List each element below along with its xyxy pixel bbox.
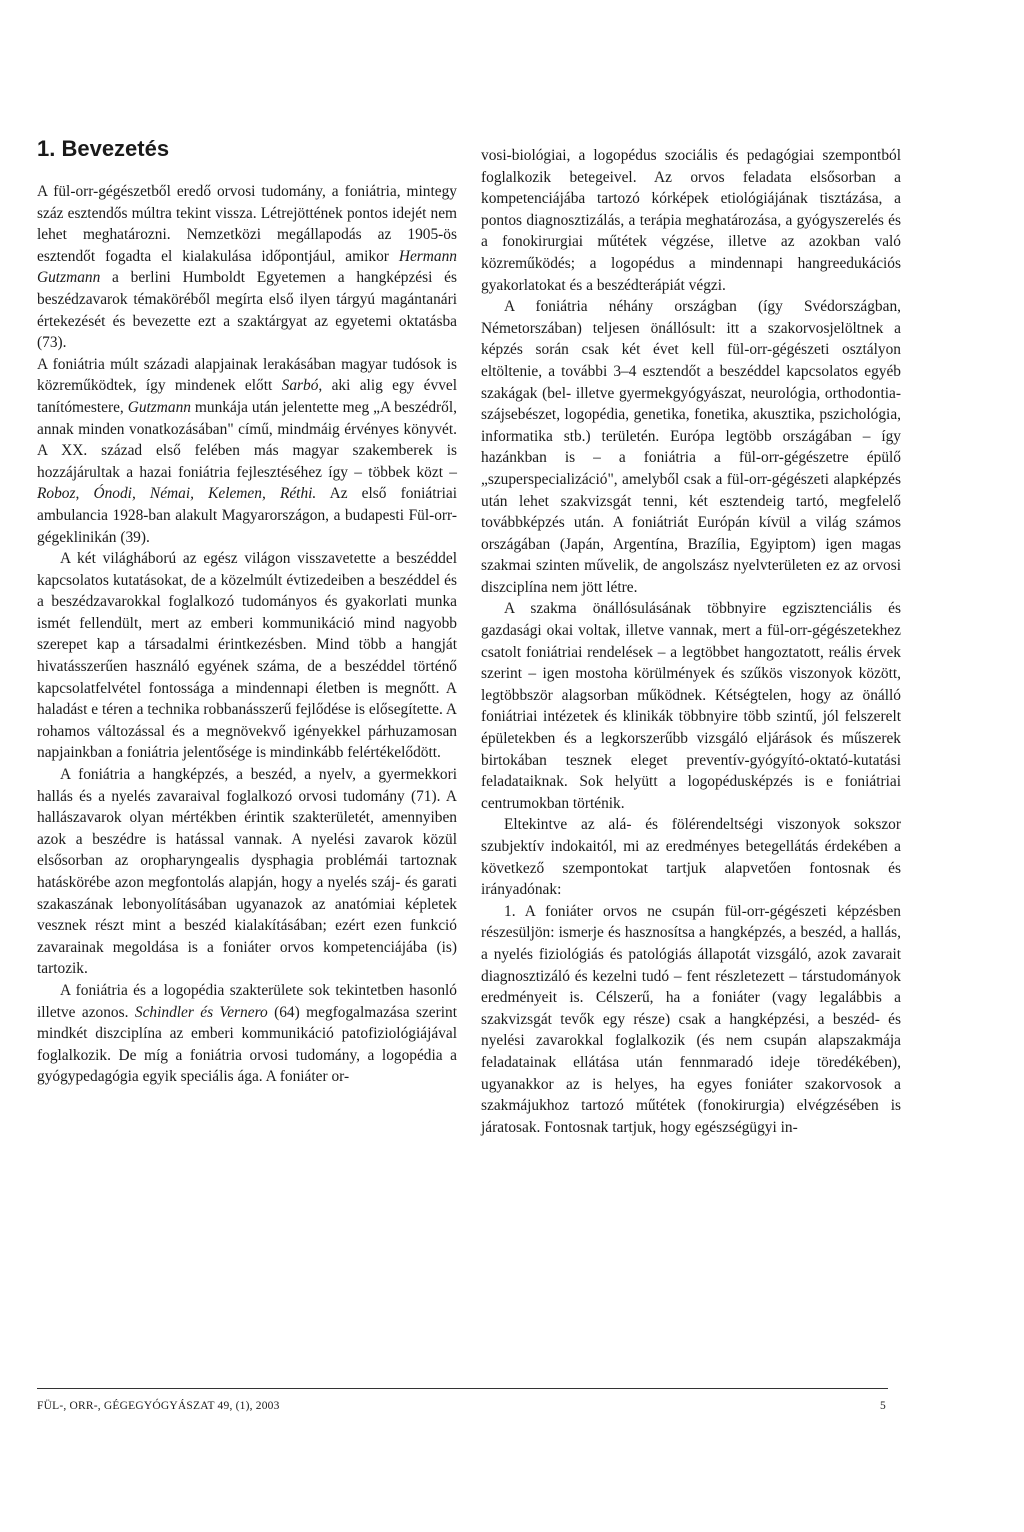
- page-number: 5: [880, 1400, 886, 1412]
- section-heading: 1. Bevezetés: [37, 136, 170, 161]
- footer-divider: [37, 1388, 888, 1389]
- paragraph: A fül-orr-gégészetből eredő orvosi tudomány, a foniátria, mintegy száz esztendős múltra tekint vissza. Létrejöttének pontos idejét nem lehet meghatározni. Nemzetközi megállapodás az 1905-ös esztendőt fogadta el kialakulása időpontjául, amikor Hermann Gutzmann a berlini Humboldt Egyetemen a hangképzési és beszédzavarok témaköréből megírta első ilyen tárgyú magántanári értekezését és bevezette ezt a szaktárgyat az egyetemi oktatásba (73).: [37, 183, 457, 352]
- paragraph: A szakma önállósulásának többnyire egzisztenciális és gazdasági okai voltak, illetve vannak, mert a fül-orr-gégészetekhez csatolt foniátriai rendelések – a legtöbbet hangoztatott, reális érvek szerint – igen mostoha körülmények és szűkös viszonyok között, legtöbbször alagsorban működnek. Kétségtelen, hogy az önálló foniátriai intézetek és klinikák többnyire több szintű, jól felszerelt épületekben és a legkorszerűbb vizsgáló eljárások és műszerek birtokában tesznek eleget preventív-gyógyító-oktató-kutatási feladataiknak. Sok helyütt a logopédusképzés is e foniátriai centrumokban történik.: [481, 600, 901, 812]
- paragraph: 1. A foniáter orvos ne csupán fül-orr-gégészeti képzésben részesüljön: ismerje és hasznosítsa a hangképzés, a beszéd, a hallás, a nyelés fiziológiás és patológiás állapotát vizsgáló, azok zavarait diagnosztizáló és kezelni tudó – fent részletezett – társtudományok eredményeit is. Célszerű, ha a foniáter (vagy legalábbis a szakvizsgát tevők egy része) csak a hangképzési, a beszéd- és nyelési zavarokkal foglalkozik (és nem csupán alapszakmája feladatainak ellátása után fennmaradó ideje töredékében), ugyanakkor az is helyes, ha egyes foniáter szakorvosok a szakmájukhoz tartozó műtétek (fonokirurgia) elvégzésében is járatosak. Fontosnak tartjuk, hogy egészségügyi in-: [481, 902, 901, 1136]
- paragraph: Eltekintve az alá- és fölérendeltségi viszonyok sokszor szubjektív indokaitól, mi az eredményes betegellátás érdekében a következő szempontokat tartjuk alapvetően fontosnak és irányadónak:: [481, 816, 901, 899]
- paragraph: A két világháború az egész világon visszavetette a beszéddel kapcsolatos kutatásokat, de a közelmúlt évtizedeiben a beszéddel és a beszédzavarokkal foglalkozó tudományos és gyakorlati munka ismét fellendült, mert az emberi kommunikáció mind nagyobb szerepet kap a társadalmi érintkezésben. Mind több a hangját hivatásszerűen használó egyének száma, de a beszéddel történő kapcsolatfelvétel fontossága a mindennapi életben is megnőtt. A haladást e téren a technika robbanásszerű fejlődése is elősegítette. A rohamos változással és a megnövekvő igényekkel párhuzamosan napjainkban a foniátria jelentősége is mindinkább felértékelődött.: [37, 550, 457, 762]
- left-column: [37, 181, 457, 1088]
- paragraph: vosi-biológiai, a logopédus szociális és pedagógiai szempontból foglalkozik betegeivel. Az orvos feladata elsősorban a kompetenciájába tartozó kórképek etiológiájának tisztázása, a pontos diagnosztizálás, a terápia meghatározása, a gyógyszerelés és a fonokirurgiai műtétek végzése, illetve az azokban való közreműködés; a logopédus a mindennapi hangreedukációs gyakorlatokat és a beszédterápiát végzi.: [481, 147, 901, 294]
- paragraph: A foniátria a hangképzés, a beszéd, a nyelv, a gyermekkori hallás és a nyelés zavaraival foglalkozó orvosi tudomány (71). A hallászavarok olyan mértékben érintik szakterületét, amennyiben azok a beszédre is hatással vannak. A nyelési zavarok közül elsősorban az oropharyngealis dysphagia problémái tartoznak hatáskörébe azon megfontolás alapján, hogy a nyelés száj- és garati szakaszának lebonyolításában ugyanazok az anatómiai képletek vesznek részt mint a beszéd kialakításában; ezért ezen funkció zavarainak megoldása is a foniáter orvos kompetenciájába (is) tartozik.: [37, 766, 457, 978]
- right-column: [481, 145, 901, 1138]
- journal-citation: FÜL-, ORR-, GÉGEGYÓGYÁSZAT 49, (1), 2003: [37, 1400, 280, 1412]
- paragraph: A foniátria néhány országban (így Svédországban, Németorszában) teljesen önállósult: itt a szakorvosjelöltnek a képzés során csak két évet kell fül-orr-gégészeti osztályon eltöltenie, a további 3–4 esztendőt a beszéddel kapcsolatos egyéb szakágak (bel- illetve gyermekgyógyászat, neurológia, orthodontia-szájsebészet, logopédia, genetika, fonetika, akusztika, pszichológia, informatika stb.) területén. Európa legtöbb országában – így hazánkban is – a foniátria a fül-orr-gégészetre épülő „szuperspecializáció", amelyből csak a fül-orr-gégészeti alapképzés után lehet szakvizsgát tenni, két esztendeig tartó, megfelelő továbbképzés után. A foniátriát Európán kívül a világ számos országában (Japán, Argentína, Brazília, Egyiptom) igen magas szakmai szinten művelik, de angolszász nyelvterületen ez az orvosi diszciplína nem jött létre.: [481, 298, 901, 596]
- author-name: Schindler és Vernero: [134, 1003, 268, 1021]
- author-name: Hermann Gutzmann: [37, 247, 457, 287]
- paragraph: A foniátria és a logopédia szakterülete sok tekintetben hasonló illetve azonos. Schindler és Vernero (64) megfogalmazása szerint mindkét diszciplína az emberi kommunikáció patofiziológiájával foglalkozik. De míg a foniátria orvosi tudomány, a logopédia a gyógypedagógia egyik speciális ága. A foniáter or-: [37, 981, 458, 1086]
- paragraph: A foniátria múlt századi alapjainak lerakásában magyar tudósok is közreműködtek, így mindenek előtt Sarbó, aki alig egy évvel tanítómestere, Gutzmann munkája után jelentette meg „A beszédről, annak minden vonatkozásában" című, mindmáig érvényes könyvét. A XX. század első felében más magyar szakemberek is hozzájárultak a hazai foniátria fejlesztéséhez így – többek közt – Roboz, Ónodi, Némai, Kelemen, Réthi. Az első foniátriai ambulancia 1928-ban alakult Magyarországon, a budapesti Fül-orr-gégeklinikán (39).: [37, 355, 458, 546]
- author-name: Sarbó: [281, 377, 319, 395]
- author-name: Gutzmann: [127, 398, 191, 416]
- author-name: Roboz, Ónodi, Némai, Kelemen, Réthi.: [37, 485, 317, 503]
